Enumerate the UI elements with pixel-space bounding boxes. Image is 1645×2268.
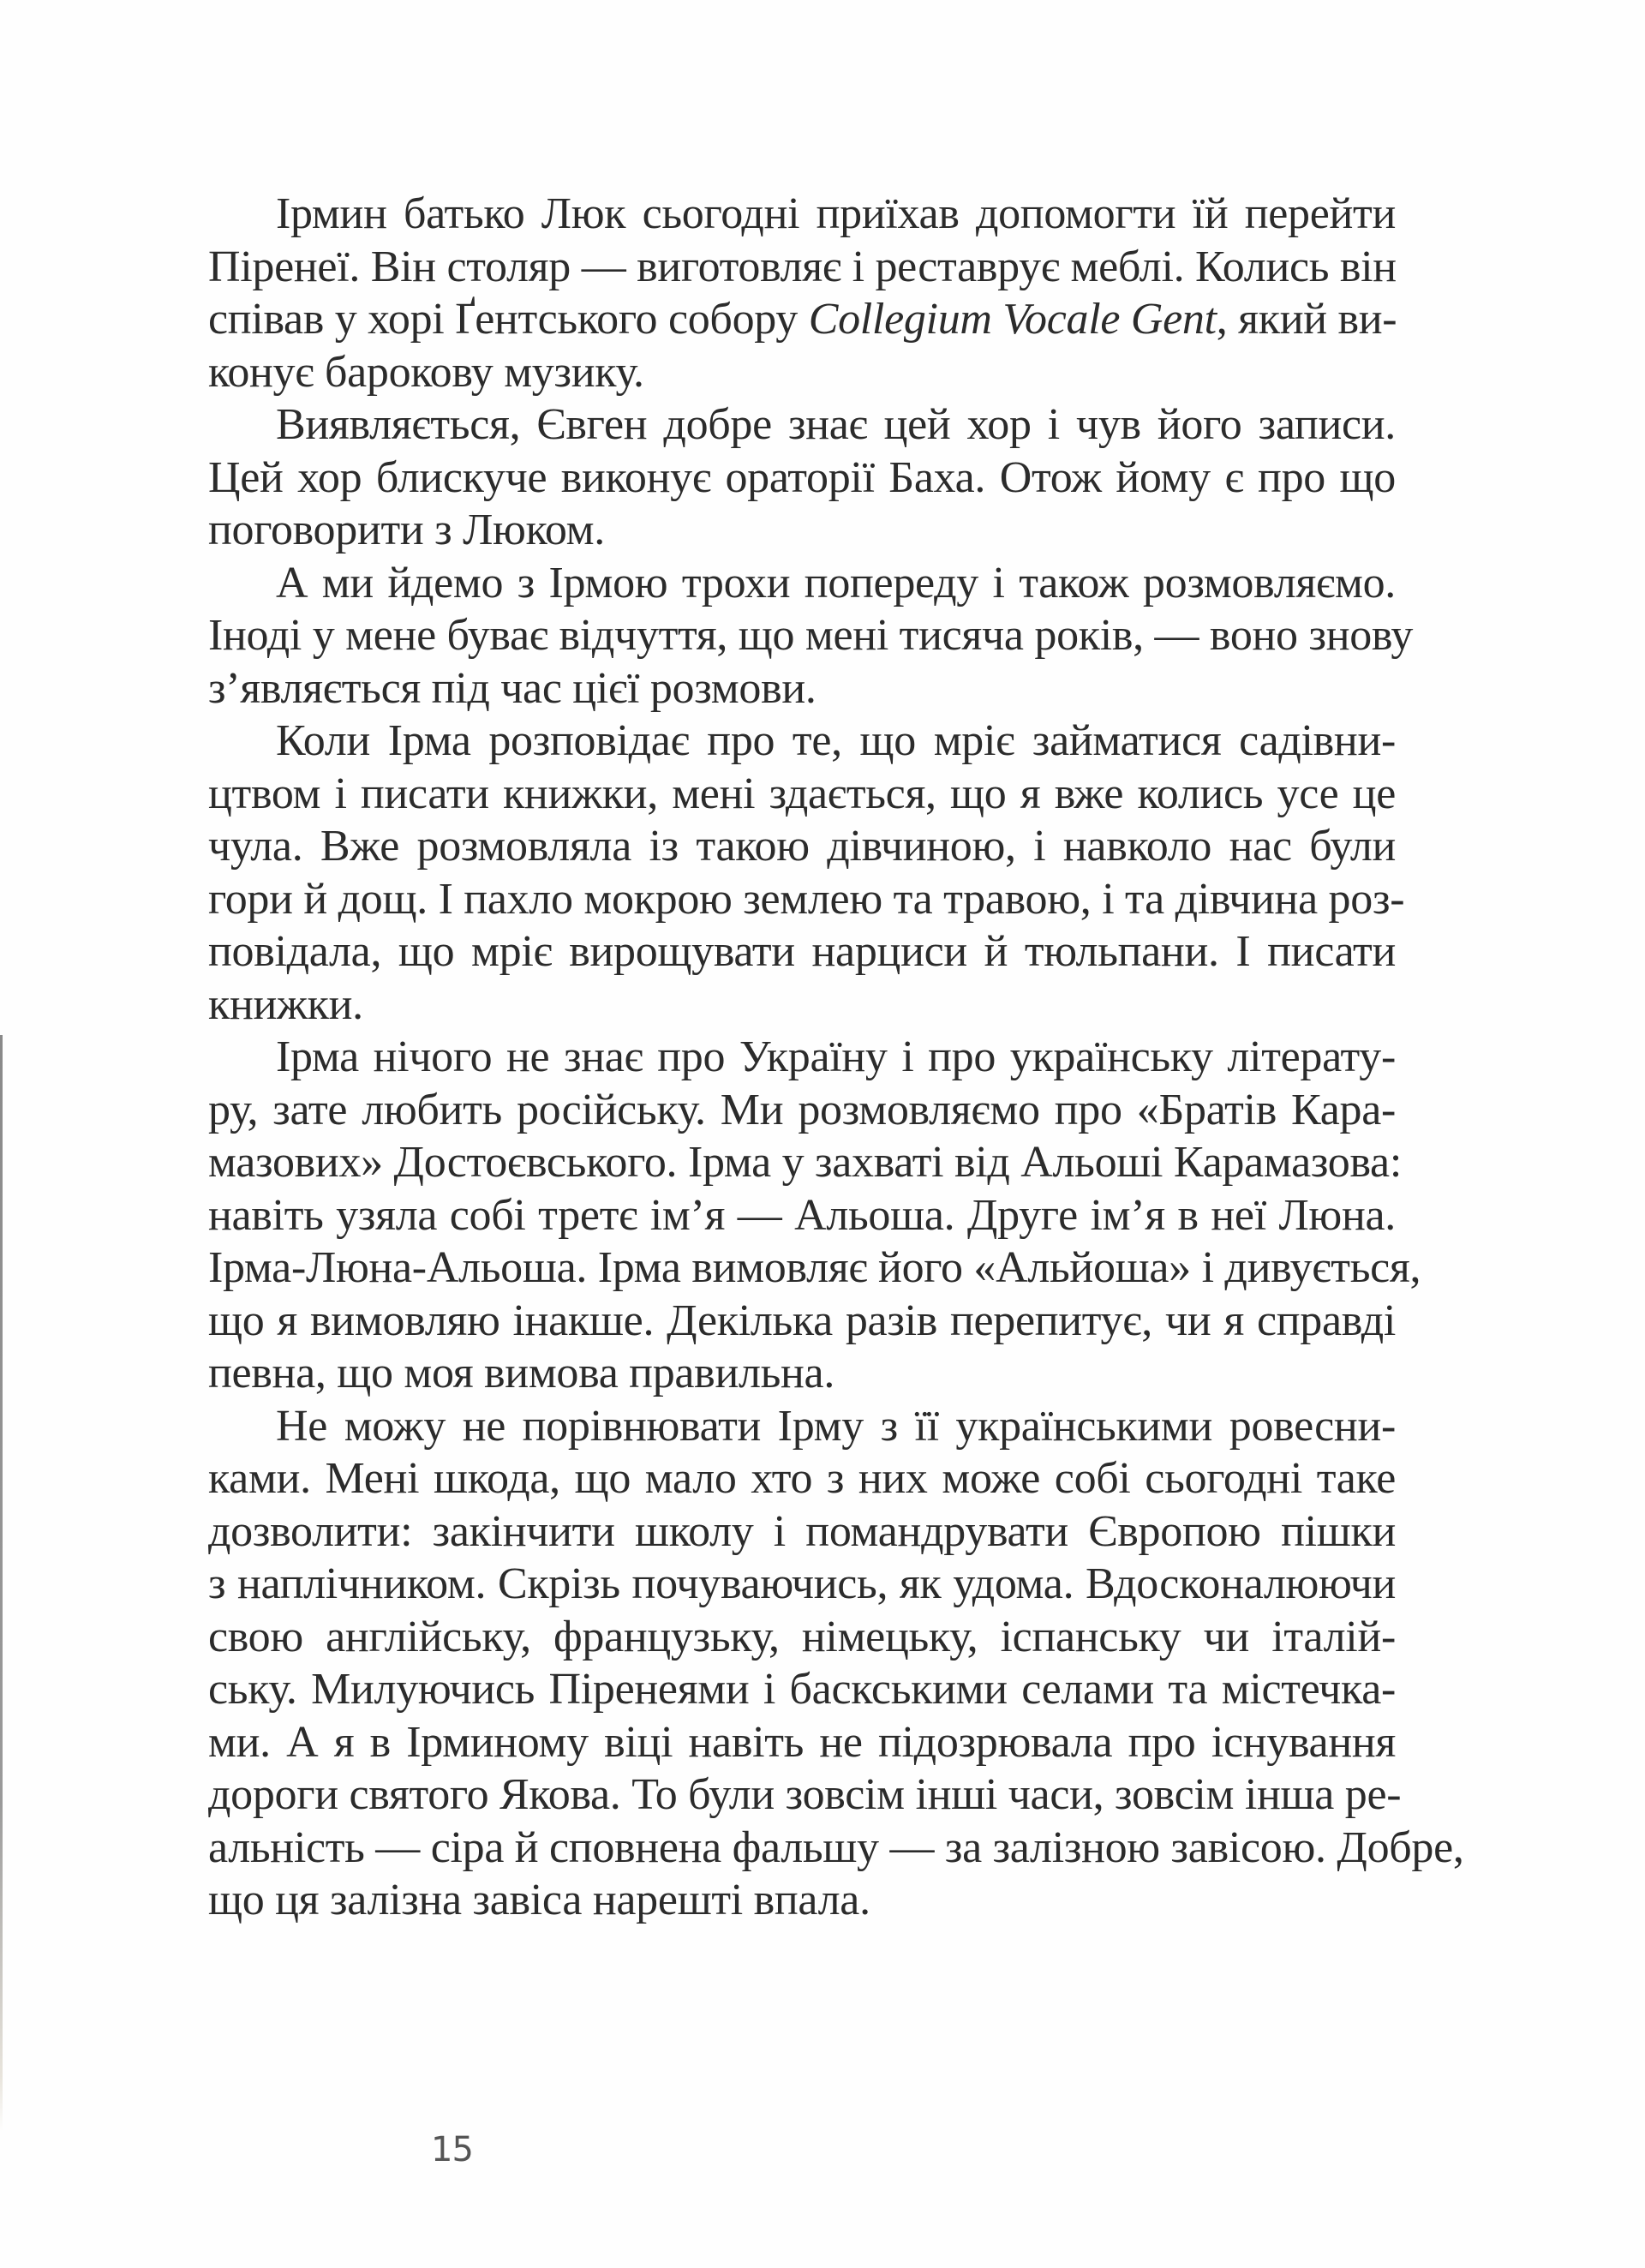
text-line: Ірма нічого не знає про Україну і про українську літерату- bbox=[276, 1032, 1396, 1081]
paragraph-1 bbox=[208, 188, 1396, 398]
paragraph-4 bbox=[208, 715, 1405, 1031]
text-line: Піренеї. Він столяр — виготовляє і реставрує меблі. Колись він bbox=[208, 242, 1397, 291]
text-line: ську. Милуючись Піренеями і баскськими селами та містечка- bbox=[208, 1665, 1396, 1714]
text-line: навіть узяла собі третє ім’я — Альоша. Друге ім’я в неї Люна. bbox=[208, 1190, 1396, 1240]
text-line: певна, що моя вимова правильна. bbox=[208, 1349, 835, 1397]
text-line: що я вимовляю інакше. Декілька разів перепитує, чи я справді bbox=[208, 1296, 1396, 1345]
text-line: з наплічником. Скрізь почуваючись, як удома. Вдосконалюючи bbox=[208, 1559, 1396, 1608]
text-line: книжки. bbox=[208, 979, 363, 1029]
text-line: гори й дощ. І пахло мокрою землею та травою, і та дівчина роз- bbox=[208, 874, 1405, 924]
page-number: 15 bbox=[431, 2130, 473, 2169]
text-line: А ми йдемо з Ірмою трохи попереду і також розмовляємо. bbox=[276, 558, 1396, 607]
paragraph-6 bbox=[208, 1400, 1464, 1927]
text-line: дороги святого Якова. То були зовсім інші часи, зовсім інша ре- bbox=[208, 1770, 1402, 1819]
text-line: Виявляється, Євген добре знає цей хор і чув його записи. bbox=[276, 400, 1396, 449]
paragraph-2 bbox=[208, 398, 1396, 557]
text-segment: , який ви- bbox=[1216, 295, 1397, 344]
text-line: ру, зате любить російську. Ми розмовляємо про «Братів Кара- bbox=[208, 1085, 1396, 1134]
text-line: Не можу не порівнювати Ірму з її українськими ровесни- bbox=[276, 1401, 1396, 1451]
text-line: Іноді у мене буває відчуття, що мені тисяча років, — воно знову bbox=[208, 611, 1414, 660]
text-line: повідала, що мріє вирощувати нарциси й тюльпани. І писати bbox=[208, 927, 1396, 976]
text-line: Цей хор блискуче виконує ораторії Баха. Отож йому є про що bbox=[208, 452, 1396, 502]
text-line: дозволити: закінчити школу і помандрувати Європою пішки bbox=[208, 1506, 1396, 1556]
text-line: альність — сіра й сповнена фальшу — за залізною завісою. Добре, bbox=[208, 1822, 1464, 1872]
text-line: Ірма-Люна-Альоша. Ірма вимовляє його «Альйоша» і дивується, bbox=[208, 1243, 1421, 1292]
text-line: поговорити з Люком. bbox=[208, 506, 605, 554]
choir-name-italic: Collegium Vocale Gent bbox=[808, 295, 1217, 344]
text-segment: співав у хорі Ґентського собору bbox=[208, 295, 809, 344]
paragraph-5 bbox=[208, 1031, 1421, 1400]
page-edge-line bbox=[0, 1035, 3, 2132]
text-line: чула. Вже розмовляла із такою дівчиною, і навколо нас були bbox=[208, 822, 1396, 871]
text-line: цтвом і писати книжки, мені здається, що я вже колись усе це bbox=[208, 769, 1396, 818]
text-line: Коли Ірма розповідає про те, що мріє займатися садівни- bbox=[276, 716, 1396, 765]
text-line: що ця залізна завіса нарешті впала. bbox=[208, 1876, 870, 1924]
body-text bbox=[208, 188, 1464, 1927]
text-line: конує барокову музику. bbox=[208, 347, 644, 397]
text-line: ми. А я в Ірминому віці навіть не підозрювала про існування bbox=[208, 1717, 1396, 1767]
text-line: мазових» Достоєвського. Ірма у захваті від Альоші Карамазова: bbox=[208, 1138, 1402, 1187]
text-line: з’являється під час цієї розмови. bbox=[208, 663, 817, 713]
text-line: ками. Мені шкода, що мало хто з них може собі сьогодні таке bbox=[208, 1454, 1396, 1503]
text-line: Ірмин батько Люк сьогодні приїхав допомогти їй перейти bbox=[276, 189, 1396, 238]
paragraph-3 bbox=[208, 557, 1414, 715]
text-line: свою англійську, французьку, німецьку, іспанську чи італій- bbox=[208, 1612, 1396, 1661]
text-line-with-italic bbox=[208, 293, 1396, 346]
